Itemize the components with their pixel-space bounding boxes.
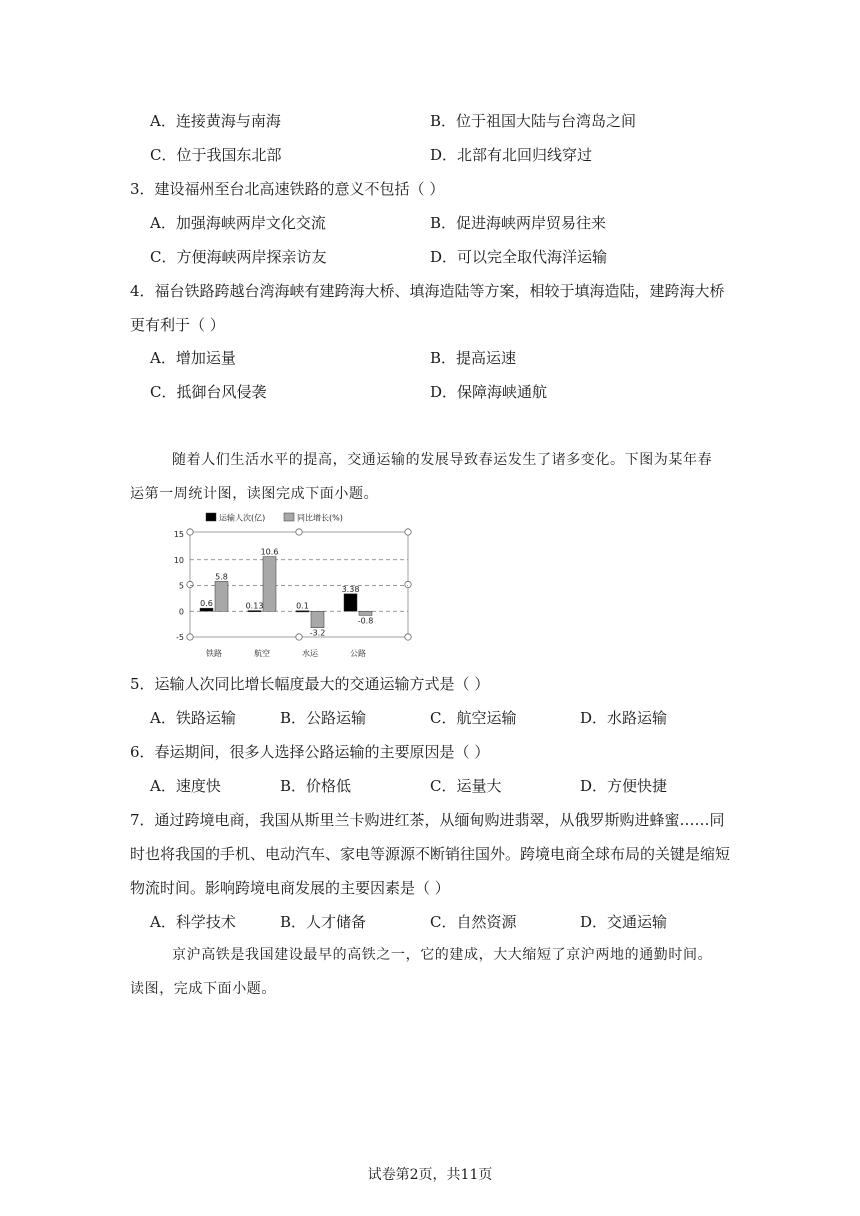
selection-handle xyxy=(405,529,411,535)
q4-option-c: C．抵御台风侵袭 xyxy=(150,383,267,401)
selection-handle xyxy=(405,634,411,640)
bar-growth xyxy=(359,611,372,615)
category-label: 铁路 xyxy=(206,649,222,658)
chart-legend xyxy=(206,513,343,523)
q6-option-d: D．方便快捷 xyxy=(580,777,668,795)
chart-svg xyxy=(172,510,422,665)
data-label: -3.2 xyxy=(309,628,326,638)
y-tick-label: 5 xyxy=(178,581,184,591)
q5-stem: 5．运输人次同比增长幅度最大的交通运输方式是（ ） xyxy=(130,675,490,693)
q2-option-c: C．位于我国东北部 xyxy=(150,146,282,164)
chart-y-ticks xyxy=(174,530,184,642)
q3-option-b: B．促进海峡两岸贸易往来 xyxy=(430,214,607,232)
bar-growth xyxy=(263,557,276,612)
passage1-line1: 随着人们生活水平的提高，交通运输的发展导致春运发生了诸多变化。下图为某年春 xyxy=(172,452,713,468)
q6-option-c: C．运量大 xyxy=(430,777,502,795)
q7-stem-line1: 7．通过跨境电商，我国从斯里兰卡购进红茶，从缅甸购进翡翠，从俄罗斯购进蜂蜜……同 xyxy=(130,811,725,829)
q3-stem: 3．建设福州至台北高速铁路的意义不包括（ ） xyxy=(130,180,445,198)
data-label: 0.13 xyxy=(245,601,264,611)
y-tick-label: -5 xyxy=(176,633,184,642)
q5-option-c: C．航空运输 xyxy=(430,709,517,727)
q4-option-d: D．保障海峡通航 xyxy=(430,383,548,401)
legend-swatch xyxy=(206,513,216,521)
q4-stem-line1: 4．福台铁路跨越台湾海峡有建跨海大桥、填海造陆等方案，相较于填海造陆，建跨海大桥 xyxy=(130,282,725,300)
q5-option-a: A．铁路运输 xyxy=(150,709,236,727)
q7-option-d: D．交通运输 xyxy=(580,913,668,931)
data-label: 0.6 xyxy=(200,599,213,609)
q6-option-b: B．价格低 xyxy=(280,777,352,795)
q2-option-d: D．北部有北回归线穿过 xyxy=(430,146,593,164)
selection-handle xyxy=(187,581,193,587)
selection-handle xyxy=(296,529,302,535)
category-label: 公路 xyxy=(350,649,366,658)
passage1-line2: 运第一周统计图，读图完成下面小题。 xyxy=(130,486,379,502)
selection-handle xyxy=(296,634,302,640)
q7-option-b: B．人才储备 xyxy=(280,913,367,931)
chart-categories xyxy=(206,648,366,658)
q6-stem: 6．春运期间，很多人选择公路运输的主要原因是（ ） xyxy=(130,743,490,761)
data-label: -0.8 xyxy=(357,616,374,626)
passage2-line2: 读图，完成下面小题。 xyxy=(130,981,276,997)
q6-option-a: A．速度快 xyxy=(150,777,221,795)
legend-label: 同比增长(%) xyxy=(297,513,343,523)
q7-stem-line2: 时也将我国的手机、电动汽车、家电等源源不断销往国外。跨境电商全球布局的关键是缩短 xyxy=(130,845,731,863)
category-label: 水运 xyxy=(302,649,318,658)
bar-passengers xyxy=(200,608,213,611)
bar-passengers xyxy=(296,611,309,612)
data-label: 10.6 xyxy=(260,547,279,557)
bar-growth xyxy=(311,611,324,627)
bar-passengers xyxy=(344,594,357,611)
q4-stem-line2: 更有利于（ ） xyxy=(130,316,225,334)
spring-transport-chart xyxy=(172,510,422,665)
data-label: 5.8 xyxy=(215,572,228,582)
q7-option-c: C．自然资源 xyxy=(430,913,517,931)
passage2-line1: 京沪高铁是我国建设最早的高铁之一，它的建成，大大缩短了京沪两地的通勤时间。 xyxy=(172,947,713,963)
q7-option-a: A．科学技术 xyxy=(150,913,236,931)
y-tick-label: 0 xyxy=(178,607,184,617)
y-tick-label: 15 xyxy=(173,530,184,539)
legend-label: 运输人次(亿) xyxy=(219,513,266,523)
bar-passengers xyxy=(248,611,261,612)
q7-stem-line3: 物流时间。影响跨境电商发展的主要因素是（ ） xyxy=(130,879,450,897)
selection-handle xyxy=(187,529,193,535)
selection-handle xyxy=(405,581,411,587)
selection-handle xyxy=(187,634,193,640)
data-label: 0.1 xyxy=(296,601,309,611)
q5-option-d: D．水路运输 xyxy=(580,709,668,727)
q4-option-b: B．提高运速 xyxy=(430,349,517,367)
legend-swatch xyxy=(284,513,294,521)
bar-growth xyxy=(215,581,228,611)
y-tick-label: 10 xyxy=(173,555,184,565)
page-footer: 试卷第2页，共11页 xyxy=(367,1167,493,1183)
q2-option-b: B．位于祖国大陆与台湾岛之间 xyxy=(430,112,637,130)
q3-option-c: C．方便海峡两岸探亲访友 xyxy=(150,248,327,266)
q3-option-d: D．可以完全取代海洋运输 xyxy=(430,248,608,266)
q5-option-b: B．公路运输 xyxy=(280,709,367,727)
q4-option-a: A．增加运量 xyxy=(150,349,236,367)
data-label: 3.38 xyxy=(341,584,360,594)
category-label: 航空 xyxy=(254,649,270,658)
q3-option-a: A．加强海峡两岸文化交流 xyxy=(150,214,326,232)
q2-option-a: A．连接黄海与南海 xyxy=(150,112,281,130)
